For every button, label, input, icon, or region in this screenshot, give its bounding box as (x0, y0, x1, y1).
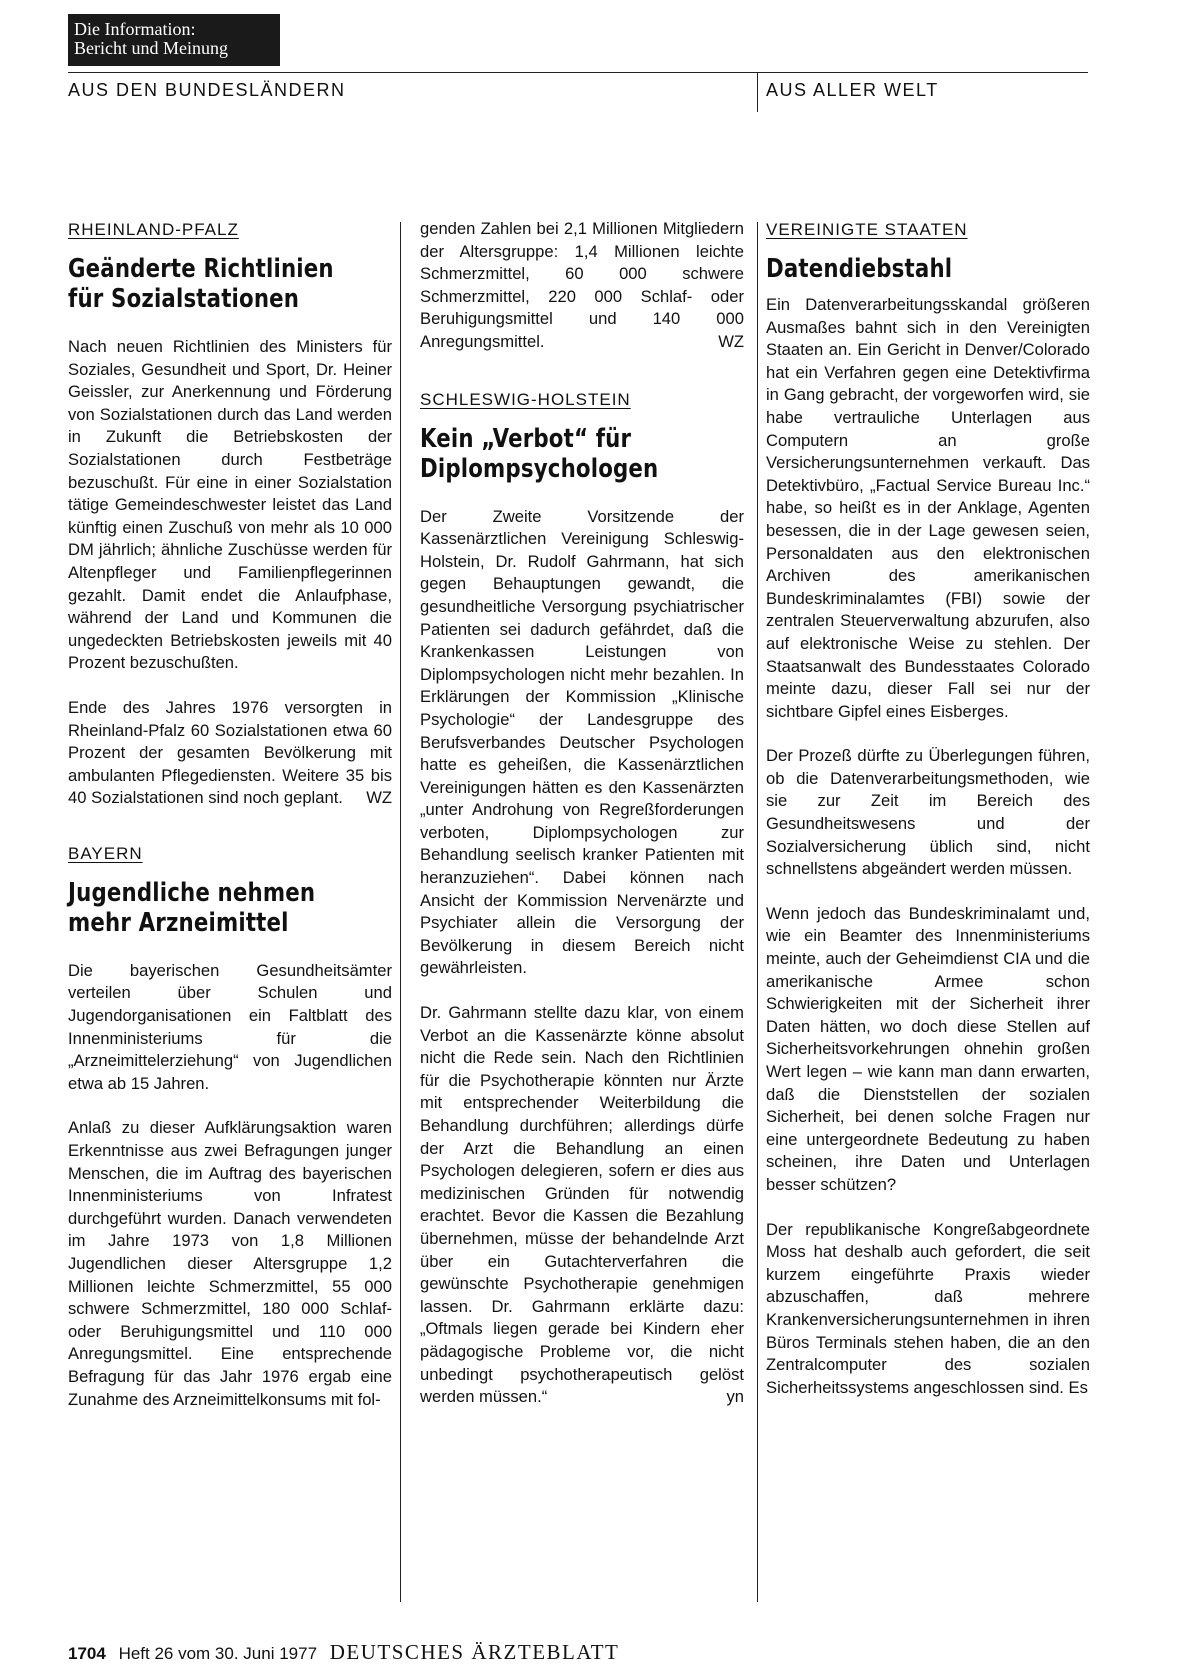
column-1 (68, 220, 392, 1433)
section-badge (68, 14, 280, 66)
article-paragraph: Der Prozeß dürfte zu Überlegungen führen, ob die Datenverarbeitungsmethoden, wie sie zur Zeit im Bereich des Gesundheitswesens und der Sozialversicherung üblich sind, nicht schnellstens abgeändert werden müssen. (766, 746, 1090, 879)
column-separator-top (757, 72, 758, 112)
author-sign: WZ (366, 788, 392, 808)
article-headline (766, 254, 1090, 284)
column-separator-right (757, 222, 758, 1602)
headline-line: Kein „Verbot“ für (420, 423, 632, 454)
author-sign: WZ (718, 331, 744, 351)
article-kicker: RHEINLAND-PFALZ (68, 220, 239, 239)
article-paragraph (68, 697, 392, 810)
article-kicker: VEREINIGTE STAATEN (766, 220, 968, 239)
journal-name: DEUTSCHES ÄRZTEBLATT (329, 1640, 620, 1664)
article-kicker: SCHLESWIG-HOLSTEIN (420, 389, 631, 409)
headline-line: Datendiebstahl (766, 254, 953, 284)
top-rule (68, 72, 1088, 73)
article-paragraph: Ein Datenverarbeitungsskandal größeren Ausmaßes bahnt sich in den Vereinigten Staaten an. Ein Gericht in Denver/Colorado hat ein Verfahren gegen eine Detektivfirma in Gang gebracht, der vorgeworfen wird, sie habe vertrauliche Unterlagen aus Computern an große Versicherungsunternehmen verkauft. Das Detektivbüro, „Factual Service Bureau Inc.“ habe, so heißt es in der Anklage, Agenten besessen, die in der Lage gewesen seien, Personaldaten aus den elektronischen Archiven des amerikanischen Bundeskriminalamtes (FBI) sowie der zentralen Steuerverwaltung abzurufen, also auf elektronische Weise zu stehlen. Der Staatsanwalt des Bundesstaates Colorado meinte dazu, dieser Fall sei nur der sichtbare Gipfel eines Eisberges. (766, 295, 1090, 721)
article-headline (68, 254, 392, 314)
article-schleswig-holstein (420, 390, 744, 1409)
article-paragraph: Die bayerischen Gesundheitsämter verteilen über Schulen und Jugendorganisationen ein Faltblatt des Innenministeriums für die „Arzneimittelerziehung“ von Jugendlichen etwa ab 15 Jahren. (68, 960, 392, 1093)
column-separator-left (400, 222, 401, 1602)
region-heading-aller-welt: AUS ALLER WELT (766, 80, 939, 100)
headline-line: mehr Arzneimittel (68, 907, 289, 938)
article-paragraph (420, 1002, 744, 1409)
article-paragraph: Der Zweite Vorsitzende der Kassenärztlichen Vereinigung Schleswig-Holstein, Dr. Rudolf Gahrmann, hat sich gegen Behauptungen gewandt, die gesundheitliche Versorgung psychiatrischer Patienten sei dadurch gefährdet, daß die Krankenkassen Leistungen von Diplompsychologen nicht mehr bezahlen. In Erklärungen der Kommission „Klinische Psychologie“ der Landesgruppe des Berufsverbandes Deutscher Psychologen hatte es geheißen, die Kassenärztlichen Vereinigungen hätten es den Kassenärzten „unter Androhung von Regreßforderungen verboten, Diplompsychologen zur Behandlung seelisch kranker Patienten mit heranzuziehen“. Dabei können nach Ansicht der Kommission Nervenärzte und Psychiater allein die Versorgung der Bevölkerung in diesem Bereich nicht gewährleisten. (420, 506, 744, 978)
page-number: 1704 (68, 1644, 106, 1663)
paragraph-text: Dr. Gahrmann stellte dazu klar, von einem Verbot an die Kassenärzte könne absolut nicht die Rede sein. Nach den Richtlinien für die Psychotherapie könnten nur Ärzte mit entsprechender Weiterbildung die Behandlung durchführen; allerdings dürfe der Arzt die Behandlung an einen Psychologen delegieren, sofern er dies aus medizinischen Gründen für notwendig erachtet. Bevor die Kassen die Bezahlung übernehmen, müsse der behandelnde Arzt über ein Gutachterverfahren die gewünschte Psychotherapie genehmigen lassen. Dr. Gahrmann erklärte dazu: „Oftmals liegen gerade bei Kindern eher pädagogische Probleme vor, die nicht unbedingt psychotherapeutisch gelöst werden müssen.“ (420, 1003, 744, 1407)
article-kicker: BAYERN (68, 843, 143, 863)
article-vereinigte-staaten (766, 220, 1090, 1399)
paragraph-text: genden Zahlen bei 2,1 Millionen Mitgliedern der Altersgruppe: 1,4 Millionen leichte Schmerzmittel, 60 000 schwere Schmerzmittel, 220 000 Schlaf- oder Beruhigungsmittel und 140 000 Anregungsmittel. (420, 219, 744, 351)
article-headline (420, 424, 744, 484)
headline-line: Geänderte Richtlinien (68, 254, 334, 284)
issue-info: Heft 26 vom 30. Juni 1977 (118, 1644, 318, 1663)
region-heading-bundeslaender: AUS DEN BUNDESLÄNDERN (68, 80, 346, 100)
headline-line: Jugendliche nehmen (68, 877, 316, 908)
paragraph-text: Ende des Jahres 1976 versorgten in Rheinland-Pfalz 60 Sozialstationen etwa 60 Prozent der gesamten Bevölkerung mit ambulanten Pflegediensten. Weitere 35 bis 40 Sozialstationen sind noch geplant. (68, 697, 392, 808)
article-paragraph: Nach neuen Richtlinien des Ministers für Soziales, Gesundheit und Sport, Dr. Heiner Geissler, zur Anerkennung und Förderung von Sozialstationen durch das Land werden in Zukunft die Betriebskosten der Sozialstationen durch Festbeträge bezuschußt. Für eine in einer Sozialstation tätige Gemeindeschwester leistet das Land künftig einen Zuschuß von mehr als 10 000 DM jährlich; ähnliche Zuschüsse werden für Altenpfleger und Familienpflegerinnen gezahlt. Damit endet die Anlaufphase, während der Land und Kommunen die ungedeckten Betriebskosten jeweils mit 40 Prozent bezuschußten. (68, 337, 392, 673)
article-paragraph: Wenn jedoch das Bundeskriminalamt und, wie ein Beamter des Innenministeriums meinte, auch der Geheimdienst CIA und die amerikanische Armee schon Schwierigkeiten mit der Sicherheit ihrer Daten hätten, wo doch diese Stellen auf Sicherheitsvorkehrungen ohnehin großen Wert legen – wie kann man dann erwarten, daß die Dienststellen der sozialen Sicherheit, bei denen solche Fragen nur eine untergeordnete Bedeutung zu haben scheinen, ihre Daten und Unterlagen besser schützen? (766, 903, 1090, 1194)
article-continuation (420, 218, 744, 354)
article-paragraph: Der republikanische Kongreßabgeordnete Moss hat deshalb auch gefordert, die seit kurzem eingeführte Praxis wieder abzuschaffen, daß mehrere Krankenversicherungsunternehmen in ihren Büros Terminals stehen haben, die an den Zentralcomputer des sozialen Sicherheitssystems angeschlossen sind. Es (766, 1219, 1090, 1397)
headline-line: Diplompsychologen (420, 453, 659, 484)
headline-line: für Sozialstationen (68, 284, 300, 314)
badge-line-1: Die Information: (74, 19, 196, 39)
author-sign: yn (726, 1387, 744, 1407)
column-3 (766, 220, 1090, 1421)
article-headline (68, 878, 392, 938)
badge-line-2: Bericht und Meinung (74, 38, 228, 58)
article-rheinland-pfalz (68, 220, 392, 810)
page-footer (68, 1640, 619, 1665)
article-paragraph: Anlaß zu dieser Aufklärungsaktion waren Erkenntnisse aus zwei Befragungen junger Menschen, die im Auftrag des bayerischen Innenministeriums von Infratest durchgeführt wurden. Danach verwendeten im Jahre 1973 von 1,8 Millionen Jugendlichen dieser Altersgruppe 1,2 Millionen leichte Schmerzmittel, 55 000 schwere Schmerzmittel, 180 000 Schlaf- oder Beruhigungsmittel und 110 000 Anregungsmittel. Eine entsprechende Befragung für das Jahr 1976 ergab eine Zunahme des Arzneimittelkonsums mit fol- (68, 1118, 392, 1409)
column-2 (420, 218, 744, 1431)
article-bayern (68, 844, 392, 1411)
